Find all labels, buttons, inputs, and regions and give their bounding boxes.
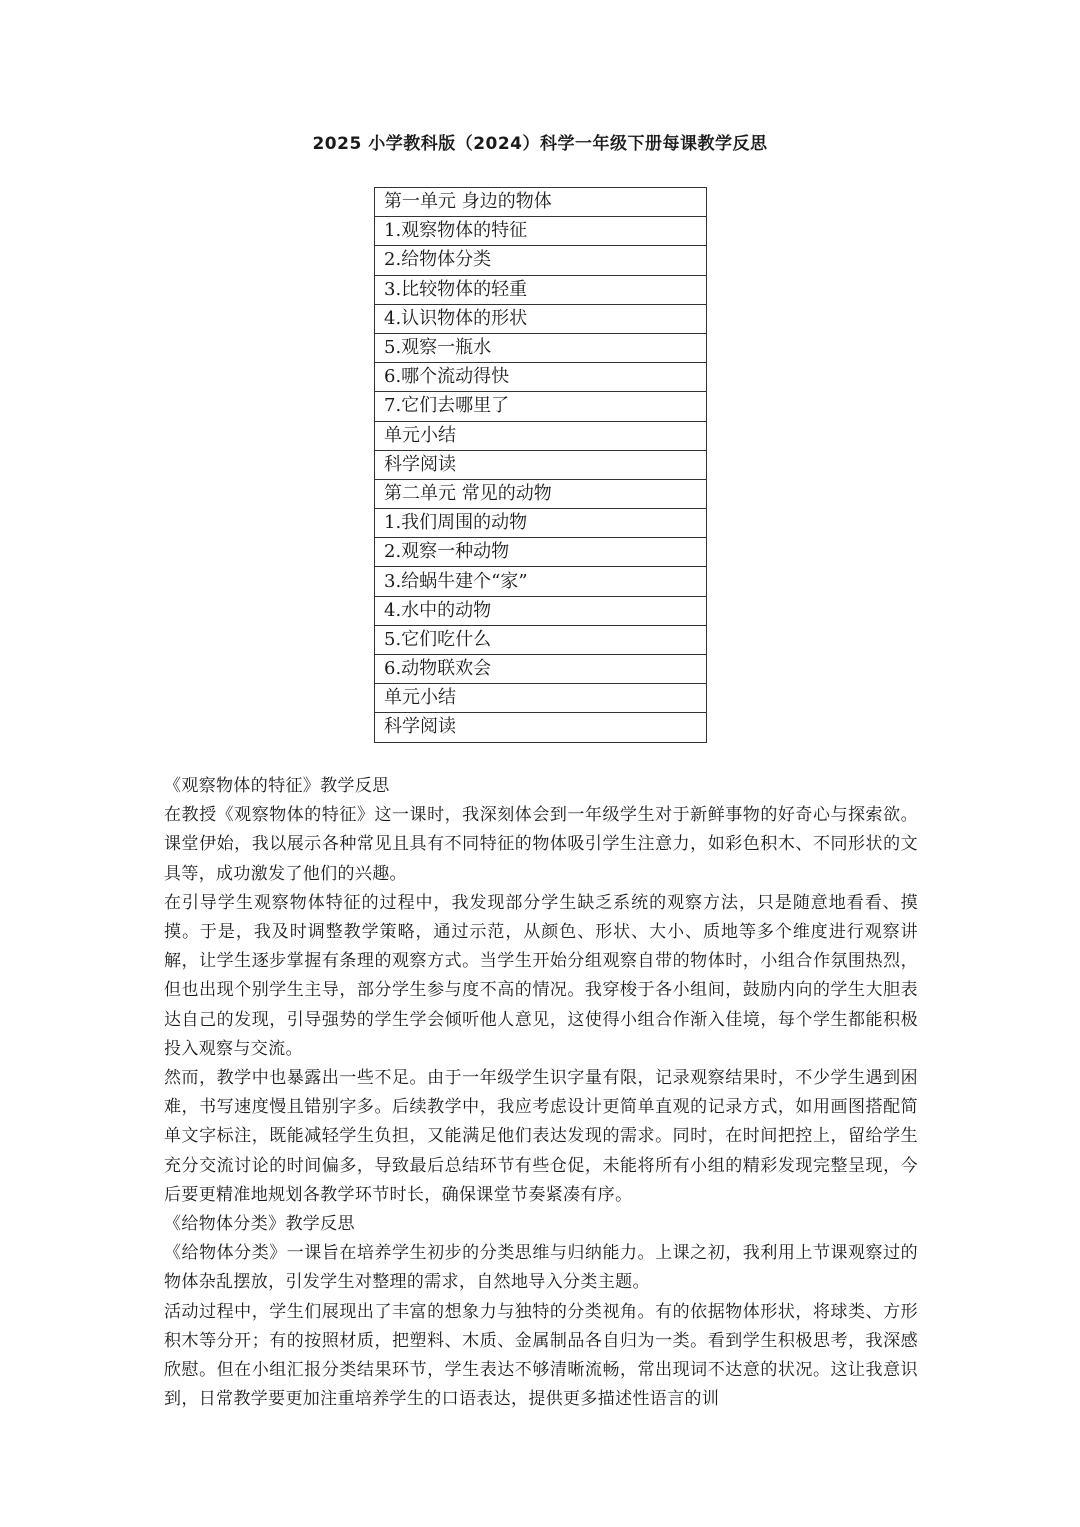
document-title: 2025 小学教科版（2024）科学一年级下册每课教学反思 (312, 134, 768, 154)
toc-row (375, 450, 707, 479)
toc-entry: 3.给蜗牛建个“家” (375, 567, 707, 596)
toc-entry: 4.认识物体的形状 (375, 304, 707, 333)
toc-entry: 6.动物联欢会 (375, 655, 707, 684)
toc-unit-1-heading: 第一单元 身边的物体 (375, 188, 707, 217)
toc-entry: 科学阅读 (375, 450, 707, 479)
paragraph: 在教授《观察物体的特征》这一课时，我深刻体会到一年级学生对于新鲜事物的好奇心与探索欲。课堂伊始，我以展示各种常见且具有不同特征的物体吸引学生注意力，如彩色积木、不同形状的文具等，成功激发了他们的兴趣。 (164, 805, 918, 884)
toc-row (375, 333, 707, 362)
paragraph: 在引导学生观察物体特征的过程中，我发现部分学生缺乏系统的观察方法，只是随意地看看、摸摸。于是，我及时调整教学策略，通过示范，从颜色、形状、大小、质地等多个维度进行观察讲解，让学生逐步掌握有条理的观察方式。当学生开始分组观察自带的物体时，小组合作氛围热烈，但也出现个别学生主导，部分学生参与度不高的情况。我穿梭于各小组间，鼓励内向的学生大胆表达自己的发现，引导强势的学生学会倾听他人意见，这使得小组合作渐入佳境，每个学生都能积极投入观察与交流。 (164, 892, 918, 1059)
toc-row (375, 304, 707, 333)
toc-entry: 单元小结 (375, 421, 707, 450)
toc-entry: 6.哪个流动得快 (375, 363, 707, 392)
toc-row (375, 392, 707, 421)
toc-row (375, 188, 707, 217)
section-heading: 《观察物体的特征》教学反思 (164, 776, 390, 796)
toc-row (375, 625, 707, 654)
paragraph: 然而，教学中也暴露出一些不足。由于一年级学生识字量有限，记录观察结果时，不少学生遇到困难，书写速度慢且错别字多。后续教学中，我应考虑设计更简单直观的记录方式，如用画图搭配简单文字标注，既能减轻学生负担，又能满足他们表达发现的需求。同时，在时间把控上，留给学生充分交流讨论的时间偏多，导致最后总结环节有些仓促，未能将所有小组的精彩发现完整呈现，今后要更精准地规划各教学环节时长，确保课堂节奏紧凑有序。 (164, 1068, 918, 1205)
toc-entry: 科学阅读 (375, 713, 707, 742)
toc-row (375, 479, 707, 508)
toc-entry: 2.观察一种动物 (375, 538, 707, 567)
toc-row (375, 217, 707, 246)
toc-entry: 1.观察物体的特征 (375, 217, 707, 246)
toc-entry: 单元小结 (375, 684, 707, 713)
toc-entry: 5.观察一瓶水 (375, 333, 707, 362)
toc-entry: 1.我们周围的动物 (375, 509, 707, 538)
toc-entry: 5.它们吃什么 (375, 625, 707, 654)
toc-row (375, 275, 707, 304)
toc-row (375, 596, 707, 625)
reflection-body (164, 772, 918, 1414)
toc-row (375, 363, 707, 392)
toc-entry: 7.它们去哪里了 (375, 392, 707, 421)
table-of-contents (374, 187, 707, 743)
toc-row (375, 421, 707, 450)
toc-row (375, 509, 707, 538)
paragraph: 《给物体分类》一课旨在培养学生初步的分类思维与归纳能力。上课之初，我利用上节课观察过的物体杂乱摆放，引发学生对整理的需求，自然地导入分类主题。 (164, 1243, 918, 1293)
toc-row (375, 538, 707, 567)
toc-entry: 4.水中的动物 (375, 596, 707, 625)
toc-row (375, 684, 707, 713)
section-heading: 《给物体分类》教学反思 (164, 1214, 355, 1235)
toc-entry: 3.比较物体的轻重 (375, 275, 707, 304)
toc-row (375, 655, 707, 684)
toc-row (375, 567, 707, 596)
toc-row (375, 246, 707, 275)
toc-row (375, 713, 707, 742)
toc-entry: 2.给物体分类 (375, 246, 707, 275)
toc-unit-2-heading: 第二单元 常见的动物 (375, 479, 707, 508)
paragraph: 活动过程中，学生们展现出了丰富的想象力与独特的分类视角。有的依据物体形状，将球类、方形积木等分开；有的按照材质，把塑料、木质、金属制品各自归为一类。看到学生积极思考，我深感欣慰。但在小组汇报分类结果环节，学生表达不够清晰流畅，常出现词不达意的状况。这让我意识到，日常教学要更加注重培养学生的口语表达，提供更多描述性语言的训 (164, 1301, 918, 1410)
